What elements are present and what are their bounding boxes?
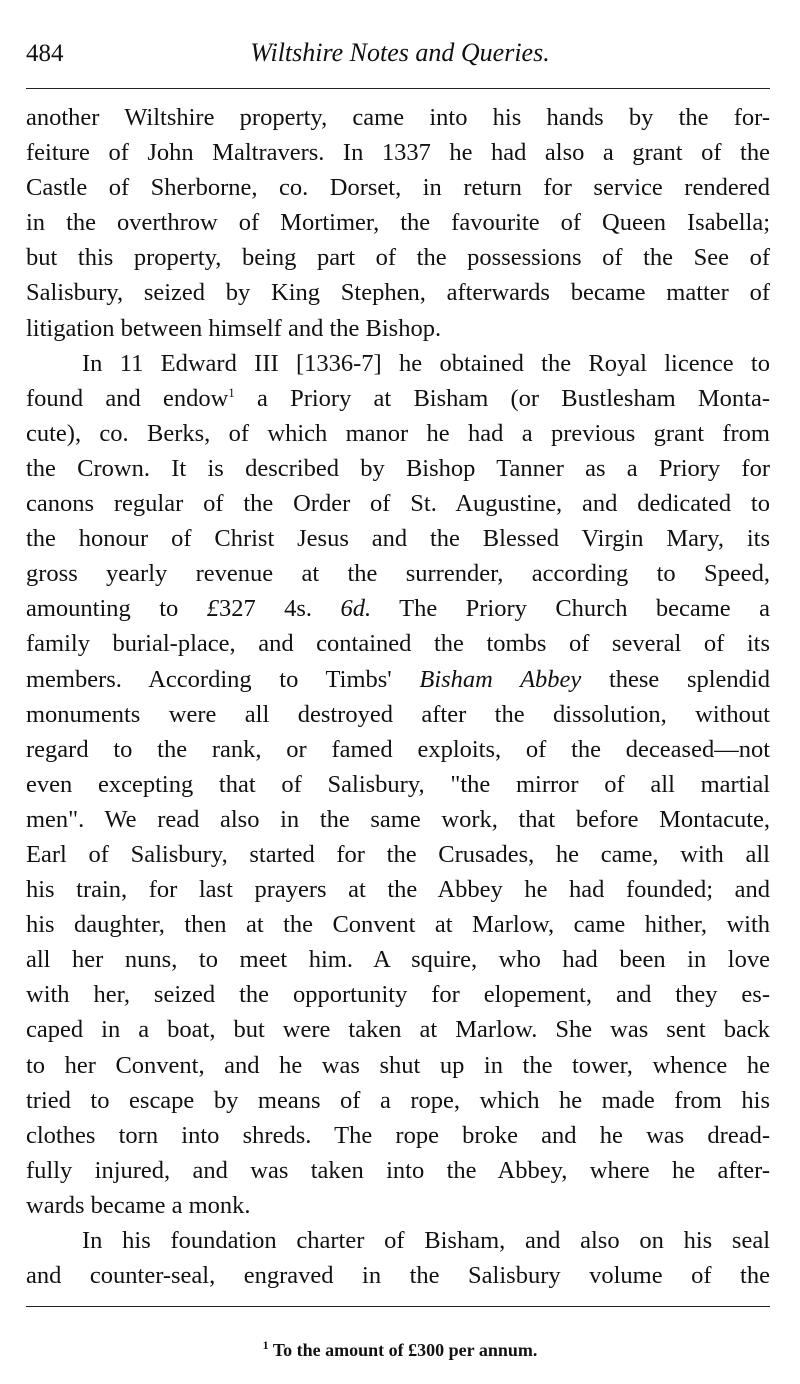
text-segment: canons regular of the Order of St. Augustine, and dedicated to <box>26 490 770 518</box>
running-head-title: Wiltshire Notes and Queries. <box>250 38 550 67</box>
text-line <box>26 451 770 486</box>
text-segment: to her Convent, and he was shut up in the tower, whence he <box>26 1051 770 1079</box>
text-segment: his train, for last prayers at the Abbey he had founded; and <box>26 876 770 904</box>
text-line <box>26 802 770 837</box>
text-line <box>26 100 770 135</box>
footnote-reference: 1 <box>228 384 235 400</box>
text-line <box>26 346 770 381</box>
text-segment: clothes torn into shreds. The rope broke and he was dread- <box>26 1121 770 1149</box>
text-line <box>26 1083 770 1118</box>
text-segment: 327 4s. <box>218 595 341 623</box>
text-line <box>26 521 770 556</box>
text-segment: his daughter, then at the Convent at Marlow, came hither, with <box>26 911 770 939</box>
text-segment: with her, seized the opportunity for elopement, and they es- <box>26 981 770 1009</box>
text-segment: In his foundation charter of Bisham, and also on his seal <box>82 1227 770 1254</box>
text-line <box>26 1048 770 1083</box>
text-line <box>26 416 770 451</box>
text-segment: another Wiltshire property, came into his hands by the for- <box>26 104 770 131</box>
text-segment: caped in a boat, but were taken at Marlow. She was sent back <box>26 1016 770 1044</box>
footnote <box>0 1340 800 1361</box>
text-line <box>26 556 770 591</box>
footnote-marker: 1 <box>262 1338 269 1352</box>
text-line <box>26 1012 770 1047</box>
text-segment: tried to escape by means of a rope, which he made from his <box>26 1086 770 1114</box>
text-segment: The Priory Church became a <box>371 595 770 623</box>
text-line <box>26 697 770 732</box>
text-line <box>26 240 770 275</box>
text-line <box>26 977 770 1012</box>
text-segment: fully injured, and was taken into the Abbey, where he after- <box>26 1156 770 1184</box>
page-number: 484 <box>26 40 64 67</box>
text-line <box>26 872 770 907</box>
text-segment: gross yearly revenue at the surrender, according to Speed, <box>26 560 770 588</box>
text-line <box>26 1188 770 1223</box>
text-segment: but this property, being part of the possessions of the See of <box>26 244 770 272</box>
body-text <box>26 100 770 1293</box>
text-segment: amounting to <box>26 595 207 623</box>
text-segment: even excepting that of Salisbury, "the mirror of all martial <box>26 770 770 798</box>
text-line <box>26 486 770 521</box>
text-segment: wards became a monk. <box>26 1191 251 1219</box>
text-segment: found and endow <box>26 384 229 412</box>
text-line <box>26 837 770 872</box>
footnote-text: To the amount of £300 per annum. <box>268 1340 538 1360</box>
footnote-rule <box>26 1306 770 1307</box>
text-line <box>26 1118 770 1153</box>
text-line <box>26 275 770 310</box>
text-line <box>26 767 770 802</box>
text-line <box>26 311 770 346</box>
text-segment: men". We read also in the same work, that before Montacute, <box>26 805 770 833</box>
text-segment: members. According to Timbs' <box>26 665 420 693</box>
text-line <box>26 381 770 416</box>
text-segment: monuments were all destroyed after the dissolution, without <box>26 700 770 728</box>
text-segment: a Priory at Bisham (or Bustlesham Monta- <box>234 384 770 412</box>
text-segment: Salisbury, seized by King Stephen, afterwards became matter of <box>26 279 770 307</box>
italic-text: £ <box>206 595 219 623</box>
text-segment: the Crown. It is described by Bishop Tanner as a Priory for <box>26 454 770 482</box>
text-segment: In 11 Edward III [1336-7] he obtained the Royal licence to <box>82 349 770 377</box>
text-line <box>26 1258 770 1293</box>
text-line <box>26 135 770 170</box>
text-line <box>26 942 770 977</box>
text-segment: the honour of Christ Jesus and the Blessed Virgin Mary, its <box>26 525 770 553</box>
text-segment: cute), co. Berks, of which manor he had a previous grant from <box>26 419 770 447</box>
text-segment: regard to the rank, or famed exploits, of the deceased—not <box>26 735 770 763</box>
text-line <box>26 907 770 942</box>
text-segment: these splendid <box>581 665 770 693</box>
italic-text: Bisham Abbey <box>419 665 582 693</box>
italic-text: 6d. <box>340 595 372 623</box>
text-segment: litigation between himself and the Bishop. <box>26 314 442 342</box>
text-line <box>26 1153 770 1188</box>
text-segment: Earl of Salisbury, started for the Crusades, he came, with all <box>26 840 770 868</box>
text-segment: Castle of Sherborne, co. Dorset, in return for service rendered <box>26 174 770 202</box>
text-line <box>26 662 770 697</box>
header-rule <box>26 88 770 89</box>
text-line <box>26 626 770 661</box>
text-segment: in the overthrow of Mortimer, the favourite of Queen Isabella; <box>26 209 770 237</box>
text-segment: family burial-place, and contained the tombs of several of its <box>26 630 770 658</box>
text-line <box>26 170 770 205</box>
text-line <box>26 732 770 767</box>
text-segment: feiture of John Maltravers. In 1337 he had also a grant of the <box>26 139 770 167</box>
text-segment: all her nuns, to meet him. A squire, who had been in love <box>26 946 770 974</box>
text-segment: and counter-seal, engraved in the Salisbury volume of the <box>26 1262 770 1290</box>
text-line <box>26 1223 770 1258</box>
text-line <box>26 205 770 240</box>
text-line <box>26 591 770 626</box>
